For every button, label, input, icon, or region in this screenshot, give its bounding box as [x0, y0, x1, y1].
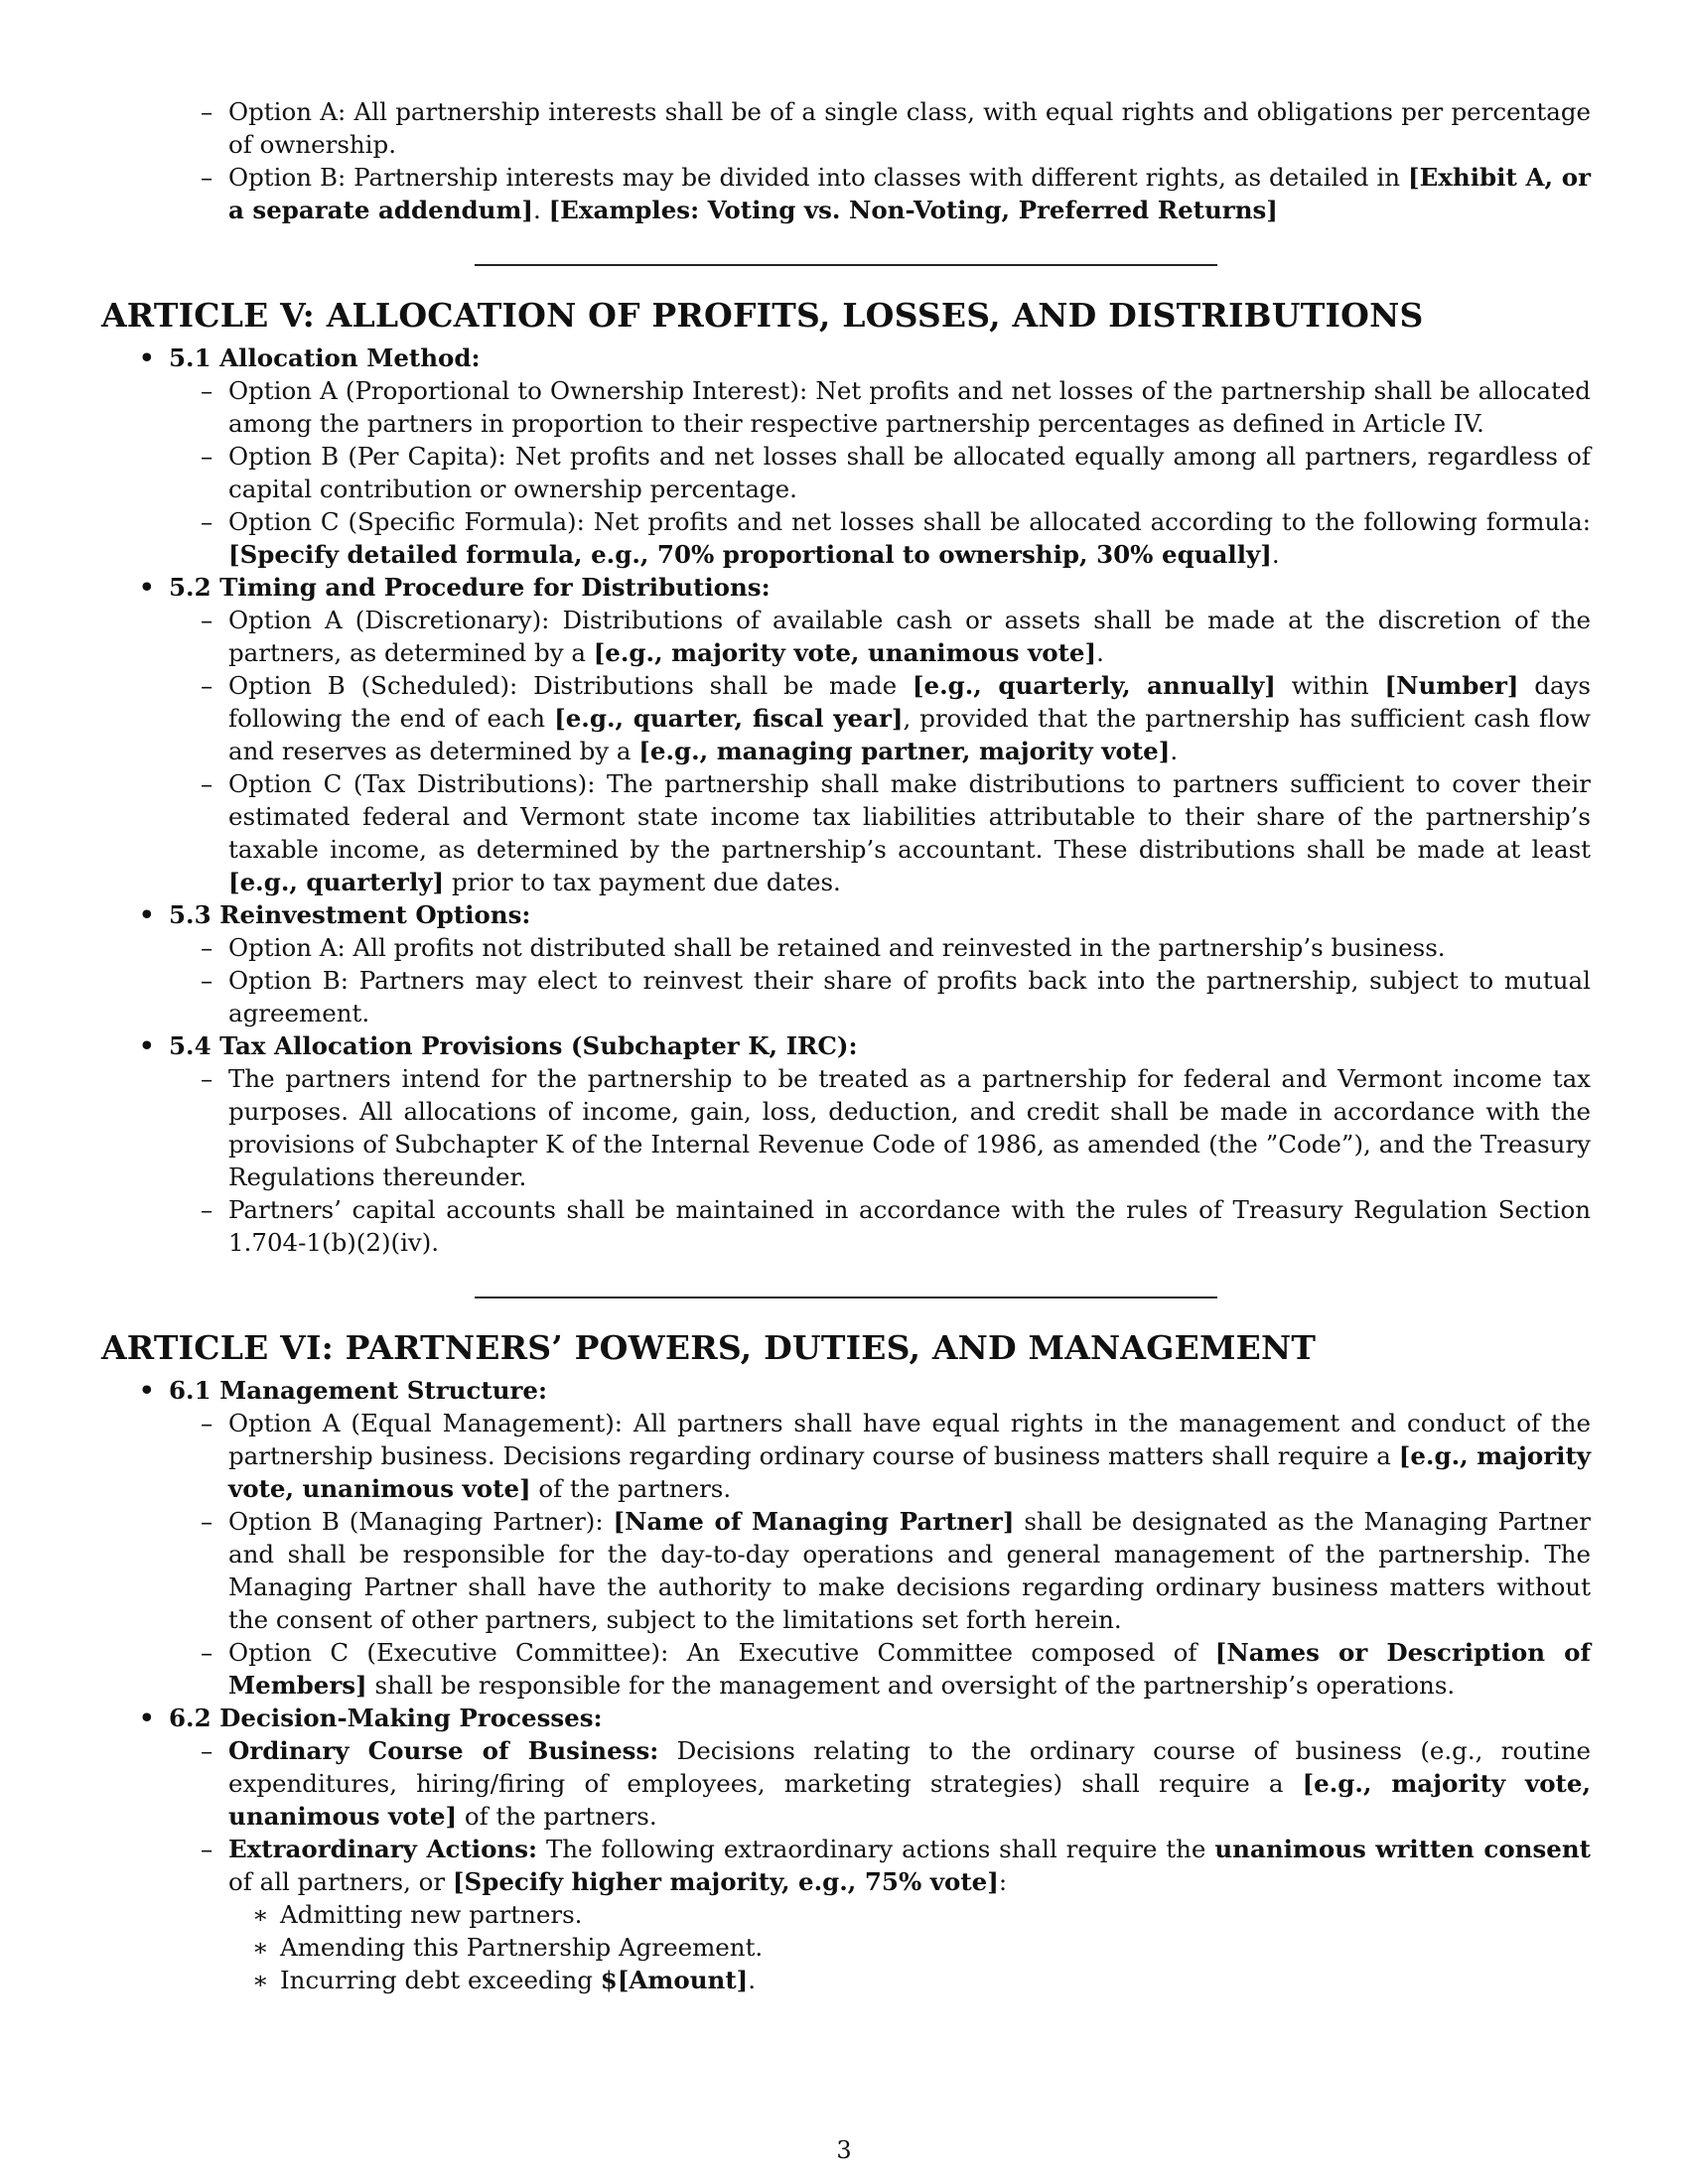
section-heading	[101, 341, 1591, 374]
list-item	[101, 669, 1591, 767]
article-title: ARTICLE VI: PARTNERS’ POWERS, DUTIES, AND MANAGEMENT	[101, 1328, 1317, 1367]
list-item	[101, 1505, 1591, 1636]
bullet-marker: •	[139, 900, 155, 929]
dash-marker: –	[201, 97, 213, 126]
placeholder-text: [Examples: Voting vs. Non-Voting, Preferred Returns]	[548, 196, 1278, 224]
placeholder-text: [Exhibit A, or a separate addendum]	[228, 163, 1591, 224]
section-heading	[101, 1374, 1591, 1407]
option-text: .	[533, 196, 549, 224]
sub-list-item	[101, 1898, 1591, 1931]
section-heading	[101, 1702, 1591, 1734]
star-marker: ∗	[252, 1900, 269, 1929]
option-text: Option C (Tax Distributions): The partnership shall make distributions to partners sufficient to cover their estimated federal and Vermont state income tax liabilities attributable to their share of the partnership’s taxable income, as determined by the partnership’s accountant. These distributions shall be made at least	[228, 769, 1591, 864]
bullet-marker: •	[139, 1376, 155, 1405]
list-item	[101, 440, 1591, 505]
list-item	[101, 374, 1591, 440]
option-text: , provided that the partnership has sufficient cash flow and reserves as determined by a	[228, 704, 1591, 765]
placeholder-text: [Number]	[1384, 671, 1519, 700]
section-heading	[101, 571, 1591, 604]
dash-marker: –	[201, 1638, 213, 1667]
dash-marker: –	[201, 1835, 213, 1863]
option-text: .	[1170, 737, 1179, 765]
option-text: Partners’ capital accounts shall be maintained in accordance with the rules of Treasury Regulation Section 1.704-1(b)(2)(iv).	[228, 1195, 1591, 1257]
list-item	[101, 1734, 1591, 1833]
page-content	[101, 95, 1591, 1996]
placeholder-text: [Names or Description of Members]	[228, 1638, 1591, 1700]
section-heading-text: 6.1 Management Structure:	[169, 1376, 548, 1405]
list-item	[101, 161, 1591, 226]
bullet-marker: •	[139, 573, 155, 602]
dash-marker: –	[201, 966, 213, 995]
dash-marker: –	[201, 1409, 213, 1437]
list-item	[101, 964, 1591, 1029]
dash-marker: –	[201, 769, 213, 798]
bullet-marker: •	[139, 1031, 155, 1060]
dash-marker: –	[201, 163, 213, 192]
option-text: of the partners.	[457, 1802, 657, 1831]
dash-marker: –	[201, 1195, 213, 1224]
item-label: Ordinary Course of Business:	[228, 1736, 659, 1765]
option-text: Option C (Specific Formula): Net profits and net losses shall be allocated according to the following formula:	[228, 507, 1591, 536]
section-heading-text: 5.2 Timing and Procedure for Distributions:	[169, 573, 771, 602]
placeholder-text: [e.g., majority vote, unanimous vote]	[228, 1441, 1591, 1503]
sub-item-text: Incurring debt exceeding	[280, 1966, 601, 1994]
placeholder-text: $[Amount]	[600, 1966, 749, 1994]
placeholder-text: [e.g., quarterly]	[228, 868, 445, 896]
option-text: Option A (Proportional to Ownership Interest): Net profits and net losses of the partnership shall be allocated among the partners in proportion to their respective partnership percentages as defined in Article IV.	[228, 376, 1591, 438]
placeholder-text: [e.g., majority vote, unanimous vote]	[593, 638, 1097, 667]
option-text: Option B: Partnership interests may be divided into classes with different rights, as detailed in	[228, 163, 1409, 192]
section-heading	[101, 1029, 1591, 1062]
sub-list-item	[101, 1964, 1591, 1996]
option-text: Option C (Executive Committee): An Executive Committee composed of	[228, 1638, 1215, 1667]
dash-marker: –	[201, 933, 213, 962]
section-heading-text: 6.2 Decision-Making Processes:	[169, 1704, 603, 1732]
sub-item-text: Amending this Partnership Agreement.	[280, 1933, 764, 1962]
star-marker: ∗	[252, 1966, 269, 1994]
section-heading-text: 5.3 Reinvestment Options:	[169, 900, 531, 929]
star-marker: ∗	[252, 1933, 269, 1962]
option-text: Option A: All profits not distributed shall be retained and reinvested in the partnership’s business.	[228, 933, 1446, 962]
section-heading-text: 5.1 Allocation Method:	[169, 343, 481, 372]
horizontal-rule	[475, 264, 1217, 266]
item-label: Extraordinary Actions:	[228, 1835, 538, 1863]
option-text: of the partners.	[530, 1474, 732, 1503]
placeholder-text: [e.g., quarter, fiscal year]	[554, 704, 904, 733]
sub-item-text: Admitting new partners.	[280, 1900, 583, 1929]
placeholder-text: [Specify higher majority, e.g., 75% vote]	[452, 1867, 999, 1896]
list-item	[101, 95, 1591, 161]
sub-item-text: .	[748, 1966, 757, 1994]
section-heading	[101, 898, 1591, 931]
sub-list-item	[101, 1931, 1591, 1964]
option-text: shall be designated as the Managing Partner and shall be responsible for the day-to-day operations and general management of the partnership. The Managing Partner shall have the authority to make decisions regarding ordinary business matters without the consent of other partners, subject to the limitations set forth herein.	[228, 1507, 1592, 1634]
option-text: Option B (Per Capita): Net profits and net losses shall be allocated equally among all partners, regardless of capital contribution or ownership percentage.	[228, 442, 1591, 503]
list-item	[101, 604, 1591, 669]
option-text: of all partners, or	[228, 1867, 453, 1896]
option-text: Option A (Discretionary): Distributions of available cash or assets shall be made at the discretion of the partners, as determined by a	[228, 606, 1591, 667]
list-item	[101, 1193, 1591, 1259]
option-text: Option A: All partnership interests shall be of a single class, with equal rights and obligations per percentage of ownership.	[228, 97, 1591, 159]
page-number: 3	[836, 2136, 852, 2164]
list-item	[101, 767, 1591, 898]
section-heading-text: 5.4 Tax Allocation Provisions (Subchapter K, IRC):	[169, 1031, 858, 1060]
option-text: Decisions relating to the ordinary course of business (e.g., routine expenditures, hiring/firing of employees, marketing strategies) shall require a	[228, 1736, 1591, 1798]
dash-marker: –	[201, 376, 213, 405]
option-text: Option B (Managing Partner):	[228, 1507, 614, 1536]
bullet-marker: •	[139, 343, 155, 372]
option-text: Option A (Equal Management): All partners shall have equal rights in the management and conduct of the partnership business. Decisions regarding ordinary course of business matters shall require a	[228, 1409, 1591, 1470]
placeholder-text: [e.g., quarterly, annually]	[912, 671, 1276, 700]
dash-marker: –	[201, 1064, 213, 1093]
list-item	[101, 1062, 1591, 1193]
bullet-marker: •	[139, 1704, 155, 1732]
option-text: .	[1096, 638, 1104, 667]
option-text: .	[1271, 540, 1280, 569]
option-text: shall be responsible for the management and oversight of the partnership’s operations.	[366, 1671, 1456, 1700]
list-item	[101, 931, 1591, 964]
dash-marker: –	[201, 671, 213, 700]
list-item	[101, 505, 1591, 571]
dash-marker: –	[201, 606, 213, 634]
horizontal-rule	[475, 1297, 1217, 1298]
placeholder-text: [e.g., majority vote, unanimous vote]	[228, 1769, 1591, 1831]
option-text: prior to tax payment due dates.	[444, 868, 841, 896]
option-text: days following the end of each	[228, 671, 1591, 733]
dash-marker: –	[201, 1507, 213, 1536]
dash-marker: –	[201, 442, 213, 471]
option-text: Option B: Partners may elect to reinvest their share of profits back into the partnership, subject to mutual agreement.	[228, 966, 1591, 1027]
article-title: ARTICLE V: ALLOCATION OF PROFITS, LOSSES, AND DISTRIBUTIONS	[101, 296, 1424, 335]
option-text: The following extraordinary actions shall require the	[537, 1835, 1215, 1863]
dash-marker: –	[201, 507, 213, 536]
option-text: Option B (Scheduled): Distributions shall be made	[228, 671, 913, 700]
dash-marker: –	[201, 1736, 213, 1765]
list-item	[101, 1636, 1591, 1702]
option-text: within	[1275, 671, 1385, 700]
placeholder-text: [Name of Managing Partner]	[613, 1507, 1015, 1536]
list-item	[101, 1833, 1591, 1898]
emphasis-text: unanimous written consent	[1214, 1835, 1591, 1863]
placeholder-text: [Specify detailed formula, e.g., 70% proportional to ownership, 30% equally]	[228, 540, 1272, 569]
option-text: The partners intend for the partnership to be treated as a partnership for federal and Vermont income tax purposes. All allocations of income, gain, loss, deduction, and credit shall be made in accordance with the provisions of Subchapter K of the Internal Revenue Code of 1986, as amended (the ”Code”), and the Treasury Regulations thereunder.	[228, 1064, 1591, 1191]
placeholder-text: [e.g., managing partner, majority vote]	[638, 737, 1171, 765]
option-text: :	[998, 1867, 1008, 1896]
list-item	[101, 1407, 1591, 1505]
